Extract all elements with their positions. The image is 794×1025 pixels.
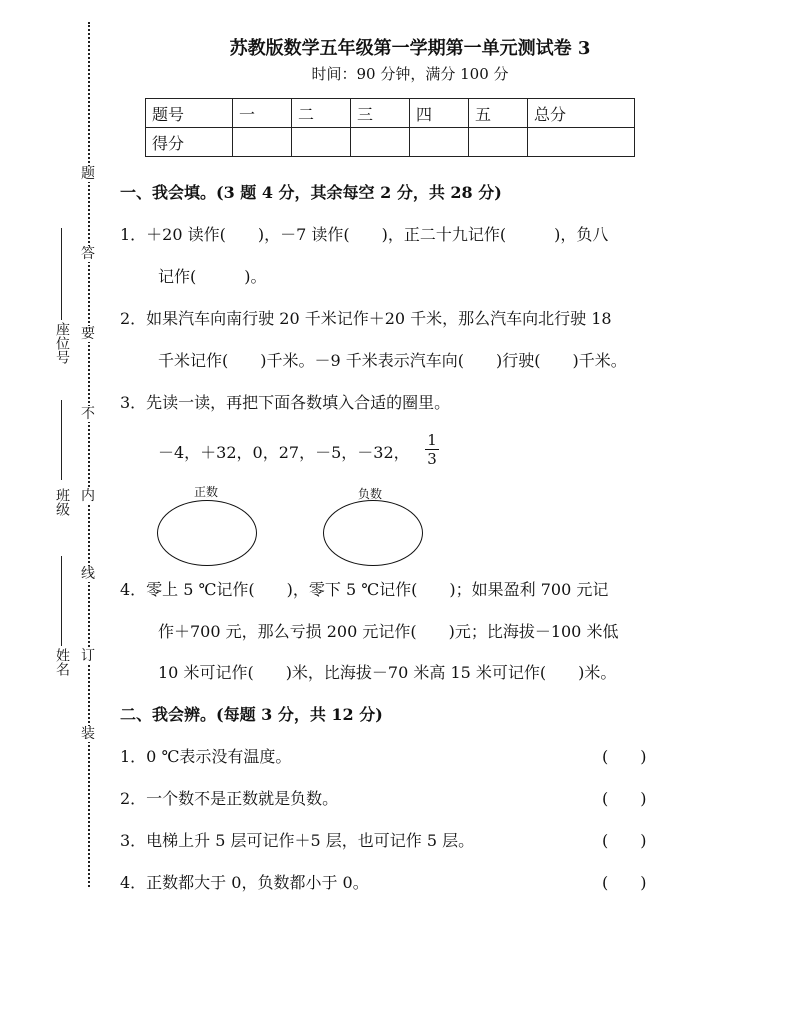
answer-paren[interactable]: ( ) — [602, 873, 647, 892]
negative-numbers-circle[interactable] — [323, 500, 423, 566]
score-table-cell: 二 — [292, 99, 351, 128]
question-2-line-1: 2．如果汽车向南行驶 20 千米记作＋20 千米，那么汽车向北行驶 18 — [120, 309, 612, 328]
score-input-cell[interactable] — [528, 128, 635, 157]
binding-char: 要 — [81, 326, 95, 342]
answer-paren[interactable]: ( ) — [602, 789, 647, 808]
binding-char: 内 — [81, 488, 95, 504]
name-label: 姓名 — [54, 648, 70, 676]
question-1-line-2: 记作( )。 — [158, 267, 267, 286]
judgment-item-4: 4．正数都大于 0，负数都小于 0。 — [120, 873, 369, 892]
seat-number-blank — [61, 228, 62, 320]
seat-number-label: 座位号 — [54, 322, 70, 364]
judgment-item-2: 2．一个数不是正数就是负数。 — [120, 789, 339, 808]
binding-char: 线 — [81, 566, 95, 582]
fraction-denominator: 3 — [427, 450, 437, 468]
score-table — [145, 98, 635, 157]
score-input-cell[interactable] — [351, 128, 410, 157]
score-table-cell: 四 — [410, 99, 469, 128]
answer-paren[interactable]: ( ) — [602, 747, 647, 766]
answer-paren[interactable]: ( ) — [602, 831, 647, 850]
question-3-numbers: －4，＋32，0，27，－5，－32， — [158, 443, 410, 462]
score-table-cell: 一 — [233, 99, 292, 128]
binding-char: 订 — [81, 648, 95, 664]
negative-circle-label: 负数 — [358, 487, 383, 501]
binding-dotted-line — [88, 22, 90, 887]
judgment-item-1: 1．0 ℃表示没有温度。 — [120, 747, 292, 766]
fraction-numerator: 1 — [427, 431, 437, 449]
score-table-cell: 三 — [351, 99, 410, 128]
positive-circle-label: 正数 — [194, 485, 219, 499]
score-table-cell: 五 — [469, 99, 528, 128]
score-table-row — [146, 99, 635, 128]
score-table-row — [146, 128, 635, 157]
binding-char: 答 — [81, 246, 95, 262]
score-table-cell: 题号 — [146, 99, 233, 128]
question-1-line-1: 1．＋20 读作( )，－7 读作( )，正二十九记作( )，负八 — [120, 225, 609, 244]
score-input-cell[interactable] — [233, 128, 292, 157]
question-4-line-1: 4．零上 5 ℃记作( )，零下 5 ℃记作( )；如果盈利 700 元记 — [120, 580, 609, 599]
score-input-cell[interactable] — [469, 128, 528, 157]
page-title: 苏教版数学五年级第一学期第一单元测试卷 3 — [229, 38, 591, 59]
section-2-heading: 二、我会辨。(每题 3 分，共 12 分) — [120, 705, 383, 724]
fraction-one-third — [425, 432, 439, 467]
question-4-line-3: 10 米可记作( )米，比海拔－70 米高 15 米可记作( )米。 — [158, 663, 617, 682]
question-4-line-2: 作＋700 元，那么亏损 200 元记作( )元；比海拔－100 米低 — [158, 622, 619, 641]
score-table-cell: 得分 — [146, 128, 233, 157]
binding-char: 题 — [81, 166, 95, 182]
question-2-line-2: 千米记作( )千米。－9 千米表示汽车向( )行驶( )千米。 — [158, 351, 627, 370]
name-blank — [61, 556, 62, 646]
binding-char: 装 — [81, 726, 95, 742]
binding-char: 不 — [81, 406, 95, 422]
question-3-line-1: 3．先读一读，再把下面各数填入合适的圈里。 — [120, 393, 451, 412]
judgment-item-3: 3．电梯上升 5 层可记作＋5 层，也可记作 5 层。 — [120, 831, 475, 850]
class-label: 班级 — [54, 488, 70, 516]
exam-time-info: 时间：90 分钟，满分 100 分 — [311, 65, 509, 83]
score-input-cell[interactable] — [292, 128, 351, 157]
score-table-cell: 总分 — [528, 99, 635, 128]
section-1-heading: 一、我会填。(3 题 4 分，其余每空 2 分，共 28 分) — [120, 183, 502, 202]
class-blank — [61, 400, 62, 480]
positive-numbers-circle[interactable] — [157, 500, 257, 566]
score-input-cell[interactable] — [410, 128, 469, 157]
